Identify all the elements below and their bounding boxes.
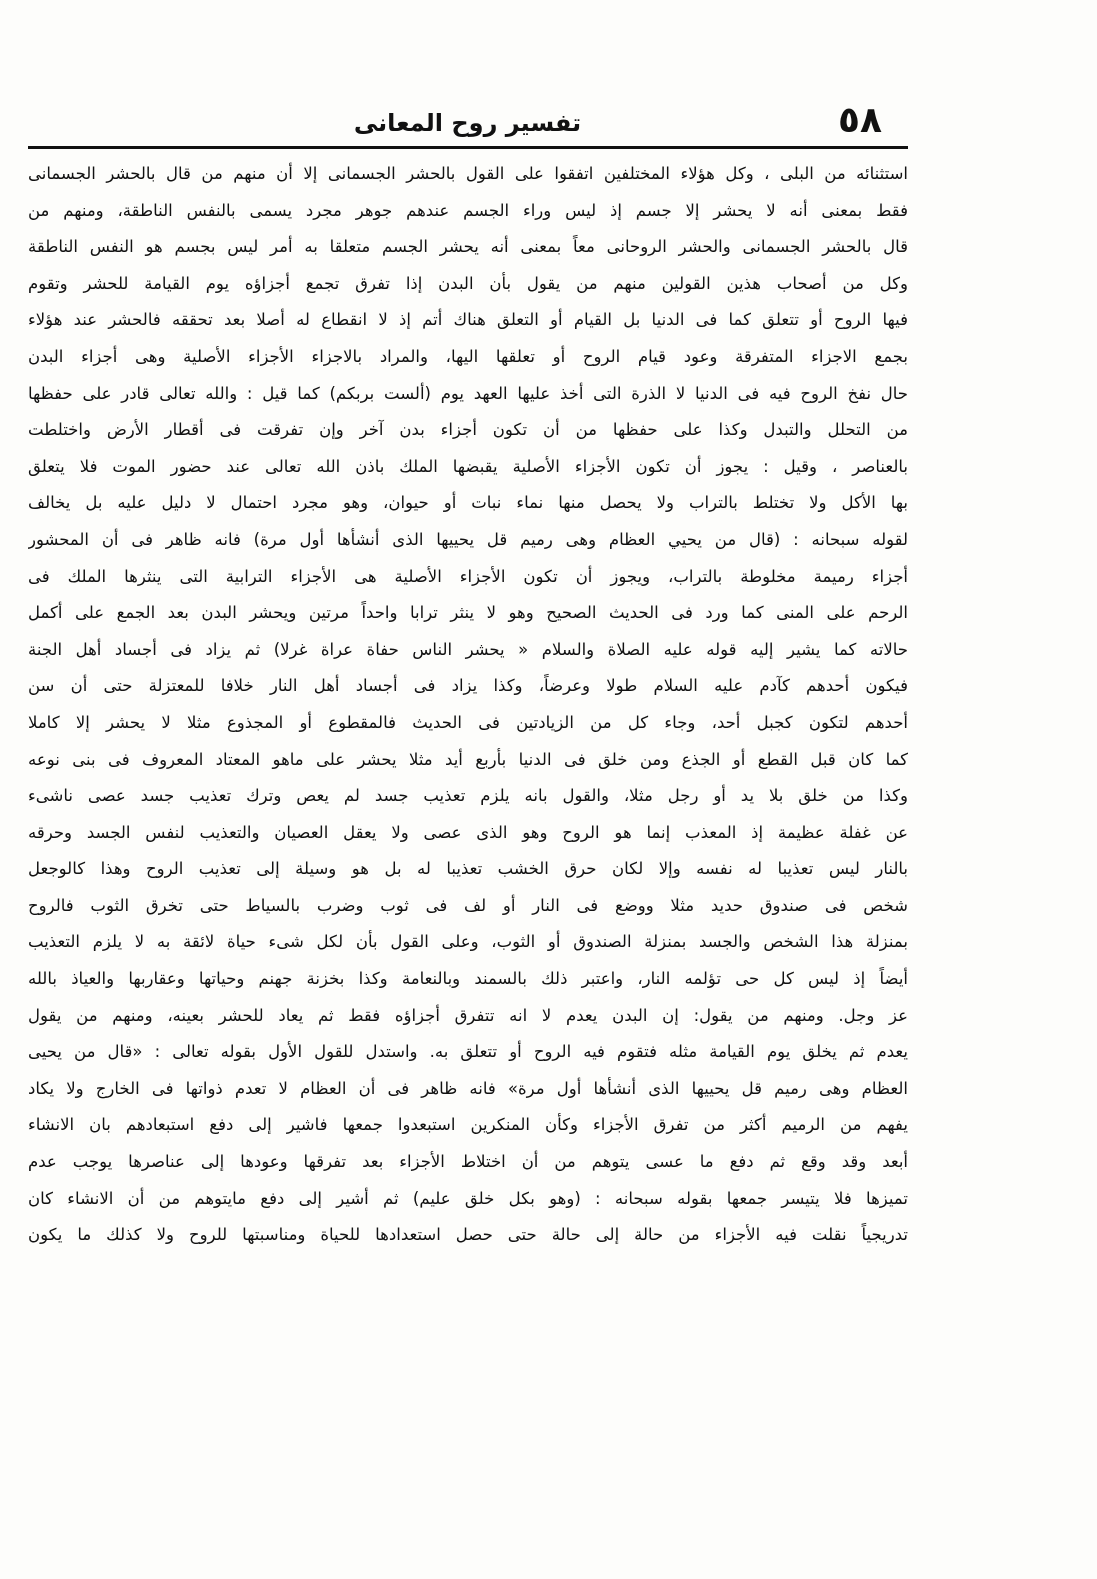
text-line: فقط بمعنى أنه لا يحشر إلا جسم إذ ليس وراء الجسم عندهم جوهر مجرد يسمى بالنفس الناطقة، ومنهم من: [28, 200, 908, 220]
text-line: العظام وهى رميم قل يحييها الذى أنشأها أول مرة» فانه ظاهر فى أن العظام لا تعدم ذواتها فى الخارج ولا يكاد: [28, 1078, 908, 1098]
text-line: تميزها فلا يتيسر جمعها بقوله سبحانه : (وهو بكل خلق عليم) ثم أشير إلى دفع مايتوهم من أن الانشاء كان: [28, 1188, 908, 1208]
text-line: من التحلل والتبدل وكذا على حفظها من أن تكون أجزاء بدن آخر وإن تفرقت فى أقطار الأرض واختلطت: [28, 420, 908, 440]
page-number: ٥٨: [838, 100, 882, 141]
text-line: الرحم على المنى كما ورد فى الحديث الصحيح وهو لا ينثر ترابا واحداً مرتين ويحشر البدن بعد الجمع على أكمل: [28, 603, 908, 623]
text-line: لقوله سبحانه : (قال من يحيي العظام وهى رميم قل يحييها الذى أنشأها أول مرة) فانه ظاهر فى أن المحشور: [28, 529, 908, 549]
text-line: فيكون أحدهم كآدم عليه السلام طولا وعرضاً، وكذا يزاد فى أجساد أهل النار خلافا للمعتزلة حتى أن سن: [28, 676, 908, 696]
body-text: [28, 156, 908, 1254]
text-line: أجزاء رميمة مخلوطة بالتراب، ويجوز أن تكون الأجزاء الأصلية هى الأجزاء الترابية التى ينثرها الملك فى: [28, 566, 908, 586]
text-line: بمنزلة هذا الشخص والجسد بمنزلة الصندوق أو الثوب، وعلى القول بأن لكل شىء حياة لائقة به لا يلزم التعذيب: [28, 932, 908, 952]
text-line: قال بالحشر الجسمانى والحشر الروحانى معاً بمعنى أنه يحشر الجسم متعلقا به أمر ليس بجسم هو النفس الناطقة: [28, 237, 908, 257]
text-line: حالاته كما يشير إليه قوله عليه الصلاة والسلام « يحشر الناس حفاة عراة غرلا) ثم يزاد فى أجساد أهل الجنة: [28, 639, 908, 659]
text-line: فيها الروح أو تتعلق كما فى الدنيا بل القيام أو التعلق هناك أتم إذ لا انقطاع له أصلا بعد تحققه فالحشر عند هؤلاء: [28, 310, 908, 330]
text-line: حال نفخ الروح فيه فى الدنيا لا الذرة التى أخذ عليها العهد يوم (ألست بربكم) كما قيل : والله تعالى قادر على حفظها: [28, 383, 908, 403]
text-line: عز وجل. ومنهم من يقول: إن البدن يعدم لا انه تتفرق أجزاؤه فقط ثم يعاد للحشر بعينه، ومنهم من يقول: [28, 1005, 908, 1025]
text-line: وكل من أصحاب هذين القولين منهم من يقول بأن البدن إذا تفرق تجمع أجزاؤه يوم القيامة للحشر وتقوم: [28, 273, 908, 293]
text-line: بها الأكل ولا تختلط بالتراب ولا يحصل منها نماء نبات أو حيوان، وهو مجرد احتمال لا دليل عليه بل يخالف: [28, 493, 908, 513]
text-line: أبعد وقد وقع ثم دفع ما عسى يتوهم من أن اختلاط الأجزاء بعد تفرقها وعودها إلى عناصرها يوجب عدم: [28, 1152, 908, 1172]
header-divider: [28, 146, 908, 149]
text-line: بالعناصر ، وقيل : يجوز أن تكون الأجزاء الأصلية يقبضها الملك باذن الله تعالى عند حضور الموت فلا يتعلق: [28, 456, 908, 476]
text-line: يعدم ثم يخلق يوم القيامة مثله فتقوم فيه الروح أو تتعلق به. واستدل للقول الأول بقوله تعالى : «قال من يحيى: [28, 1042, 908, 1062]
text-line: كما كان قبل القطع أو الجذع ومن خلق فى الدنيا بأربع أيد مثلا يحشر على ماهو المعتاد المعروف فى بنى نوعه: [28, 749, 908, 769]
running-title: تفسير روح المعانى: [353, 109, 582, 137]
text-line: يفهم من الرميم أكثر من تفرق الأجزاء وكأن المنكرين استبعدوا جمعها فاشير إلى دفع استبعادهم بان الانشاء: [28, 1115, 908, 1135]
text-line: شخص فى صندوق حديد مثلا ووضع فى النار أو لف فى ثوب وضرب بالسياط حتى تخرق الثوب فالروح: [28, 895, 908, 915]
text-line: بالنار ليس تعذيبا له نفسه وإلا لكان حرق الخشب تعذيبا له بل هو وسيلة إلى تعذيب الروح وهذا كالوجعل: [28, 859, 908, 879]
text-line: استثنائه من البلى ، وكل هؤلاء المختلفين اتفقوا على القول بالحشر الجسمانى إلا أن منهم من قال بالحشر الجسمانى: [28, 164, 908, 183]
text-line: بجمع الاجزاء المتفرقة وعود قيام الروح أو تعلقها اليها، والمراد بالاجزاء الأجزاء الأصلية وهى أجزاء البدن: [28, 346, 908, 366]
text-line: عن غفلة عظيمة إذ المعذب إنما هو الروح وهو الذى عصى ولا يعقل العصيان والتعذيب لنفس الجسد وحرقه: [28, 822, 908, 842]
text-line: أيضاً إذ ليس كل حى تؤلمه النار، واعتبر ذلك بالسمند وبالنعامة وكذا بخزنة جهنم وحياتها وعقاربها والعياذ بالله: [28, 969, 908, 989]
text-line: أحدهم لتكون كجبل أحد، وجاء كل من الزيادتين فى الحديث فالمقطوع أو المجذوع مثلا لا يحشر إلا كاملا: [28, 712, 908, 732]
text-line: تدريجياً نقلت فيه الأجزاء من حالة إلى حالة حتى حصل استعدادها للحياة ومناسبتها للروح ولا كذلك ما يكون: [28, 1225, 908, 1245]
text-line: وكذا من خلق بلا يد أو رجل مثلا، والقول بانه يلزم تعذيب جسد لم يعص وترك تعذيب جسد عصى ناشىء: [28, 786, 908, 806]
page-header: [18, 103, 917, 145]
